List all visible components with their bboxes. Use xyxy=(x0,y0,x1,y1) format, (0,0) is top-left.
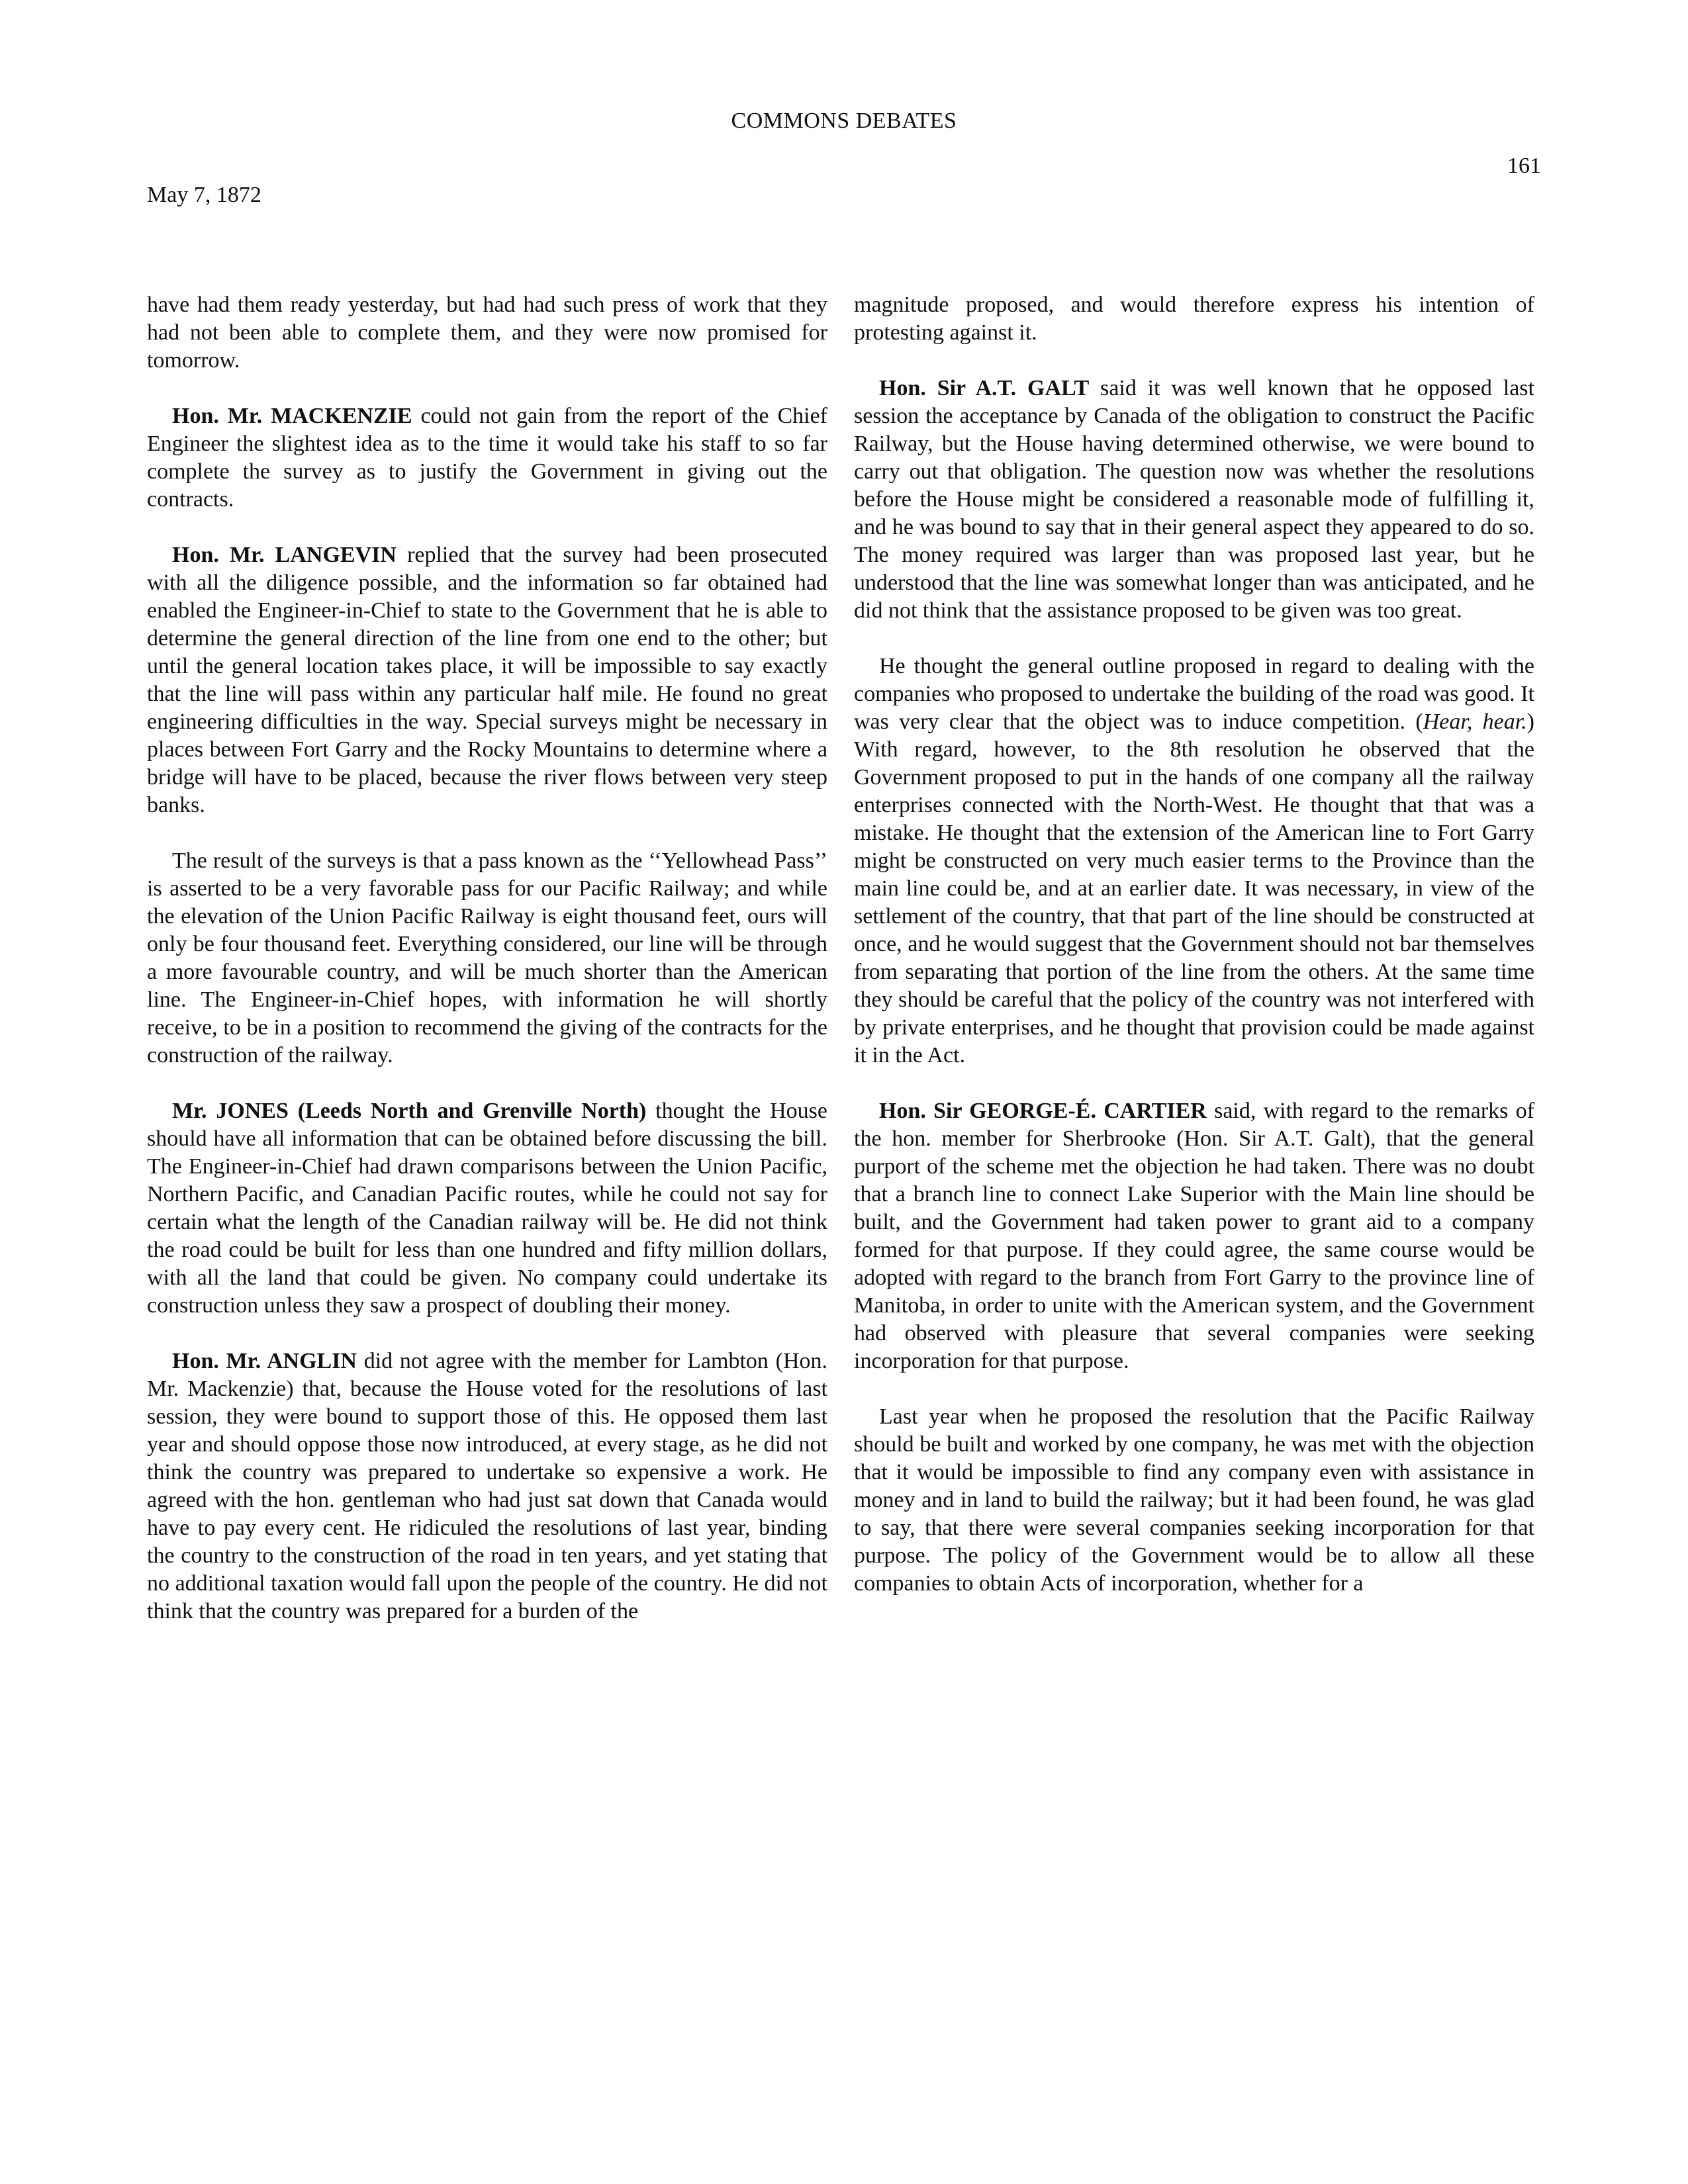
paragraph-jones xyxy=(147,1097,827,1320)
paragraph-surveys xyxy=(147,847,827,1069)
paragraph-text: did not agree with the member for Lambton (Hon. Mr. Mackenzie) that, because the House voted for the resolutions of last session, they were bound to support those of this. He opposed them last year and should oppose those now introduced, at every stage, as he did not think the country was prepared to undertake so expensive a work. He agreed with the hon. gentleman who had just sat down that Canada would have to pay every cent. He ridiculed the resolutions of last year, binding the country to the construction of the road in ten years, and yet stating that no additional taxation would fall upon the people of the country. He did not think that the country was prepared for a burden of the xyxy=(147,1349,828,1623)
paragraph-text: Last year when he proposed the resolution that the Pacific Railway should be built and worked by one company, he was met with the objection that it would be impossible to find any company even with assistance in money and in land to build the railway; but it had been found, he was glad to say, that there were several companies seeking incorporation for that purpose. The policy of the Government would be to allow all these companies to obtain Acts of incorporation, whether for a xyxy=(854,1404,1534,1596)
paragraph-text: thought the House should have all information that can be obtained before discussing the bill. The Engineer-in-Chief had drawn comparisons between the Union Pacific, Northern Pacific, and Canadian Pacific routes, while he could not say for certain what the length of the Canadian railway will be. He did not think the road could be built for less than one hundred and fifty million dollars, with all the land that could be given. No company could undertake its construction unless they saw a prospect of doubling their money. xyxy=(147,1099,828,1318)
paragraph-continuation xyxy=(147,291,827,375)
speaker-name: Mr. JONES (Leeds North and Grenville North) xyxy=(172,1099,647,1123)
paragraph-outline xyxy=(854,653,1534,1069)
page-number: 161 xyxy=(1507,154,1541,178)
paragraph-text: He thought the general outline proposed in regard to dealing with the companies who proposed to undertake the building of the road was good. It was very clear that the object was to induce competition. ( xyxy=(854,654,1534,734)
paragraph-cartier xyxy=(854,1097,1534,1375)
paragraph-text: have had them ready yesterday, but had had such press of work that they had not been able to complete them, and they were now promised for tomorrow. xyxy=(147,293,827,373)
paragraph-anglin xyxy=(147,1347,827,1625)
paragraph-continuation xyxy=(854,291,1534,347)
speaker-name: Hon. Mr. LANGEVIN xyxy=(172,543,397,567)
paragraph-text: replied that the survey had been prosecuted with all the diligence possible, and the information so far obtained had enabled the Engineer-in-Chief to state to the Government that he is able to determine the general direction of the line from one end to the other; but until the general location takes place, it will be impossible to say exactly that the line will pass within any particular half mile. He found no great engineering difficulties in the way. Special surveys might be necessary in places between Fort Garry and the Rocky Mountains to determine where a bridge will have to be placed, because the river flows between very steep banks. xyxy=(147,543,827,817)
speaker-name: Hon. Sir GEORGE-É. CARTIER xyxy=(879,1099,1207,1123)
paragraph-text: could not gain from the report of the Chief Engineer the slightest idea as to the time it would take his staff to so far complete the survey as to justify the Government in giving out the contracts. xyxy=(147,404,827,512)
paragraph-text: ) With regard, however, to the 8th resolution he observed that the Government proposed to put in the hands of one company all the railway enterprises connected with the North-West. He thought that that was a mistake. He thought that the extension of the American line to Fort Garry might be constructed on very much easier terms to the Province than the main line could be, and at an earlier date. It was necessary, in view of the settlement of the country, that that part of the line should be constructed at once, and he would suggest that the Government should not bar themselves from separating that portion of the line from the others. At the same time they should be careful that the policy of the country was not interfered with by private enterprises, and he thought that provision could be made against it in the Act. xyxy=(854,709,1534,1068)
right-column xyxy=(854,291,1534,1625)
page-title: COMMONS DEBATES xyxy=(731,109,957,133)
paragraph-langevin xyxy=(147,541,827,819)
interjection-note: Hear, hear. xyxy=(1423,709,1527,734)
page-date: May 7, 1872 xyxy=(147,183,261,207)
speaker-name: Hon. Sir A.T. GALT xyxy=(879,376,1090,400)
paragraph-text: said, with regard to the remarks of the hon. member for Sherbrooke (Hon. Sir A.T. Galt), that the general purport of the scheme met the objection he had taken. There was no doubt that a branch line to connect Lake Superior with the Main line should be built, and the Government had taken power to grant aid to a company formed for that purpose. If they could agree, the same course would be adopted with regard to the branch from Fort Garry to the province line of Manitoba, in order to unite with the American system, and the Government had observed with pleasure that several companies were seeking incorporation for that purpose. xyxy=(854,1099,1534,1373)
speaker-name: Hon. Mr. MACKENZIE xyxy=(172,404,412,428)
paragraph-text: said it was well known that he opposed last session the acceptance by Canada of the obligation to construct the Pacific Railway, but the House having determined otherwise, we were bound to carry out that obligation. The question now was whether the resolutions before the House might be considered a reasonable mode of fulfilling it, and he was bound to say that in their general aspect they appeared to do so. The money required was larger than was proposed last year, but he understood that the line was somewhat longer than was anticipated, and he did not think that the assistance proposed to be given was too great. xyxy=(854,376,1534,623)
left-column xyxy=(147,291,827,1653)
paragraph-mackenzie xyxy=(147,402,827,514)
paragraph-galt xyxy=(854,375,1534,625)
speaker-name: Hon. Mr. ANGLIN xyxy=(172,1349,357,1373)
paragraph-text: magnitude proposed, and would therefore express his intention of protesting against it. xyxy=(854,293,1534,345)
paragraph-last-year xyxy=(854,1403,1534,1598)
paragraph-text: The result of the surveys is that a pass known as the ‘‘Yellowhead Pass’’ is asserted to be a very favorable pass for our Pacific Railway; and while the elevation of the Union Pacific Railway is eight thousand feet, ours will only be four thousand feet. Everything considered, our line will be through a more favourable country, and will be much shorter than the American line. The Engineer-in-Chief hopes, with information he will shortly receive, to be in a position to recommend the giving of the contracts for the construction of the railway. xyxy=(147,848,827,1068)
